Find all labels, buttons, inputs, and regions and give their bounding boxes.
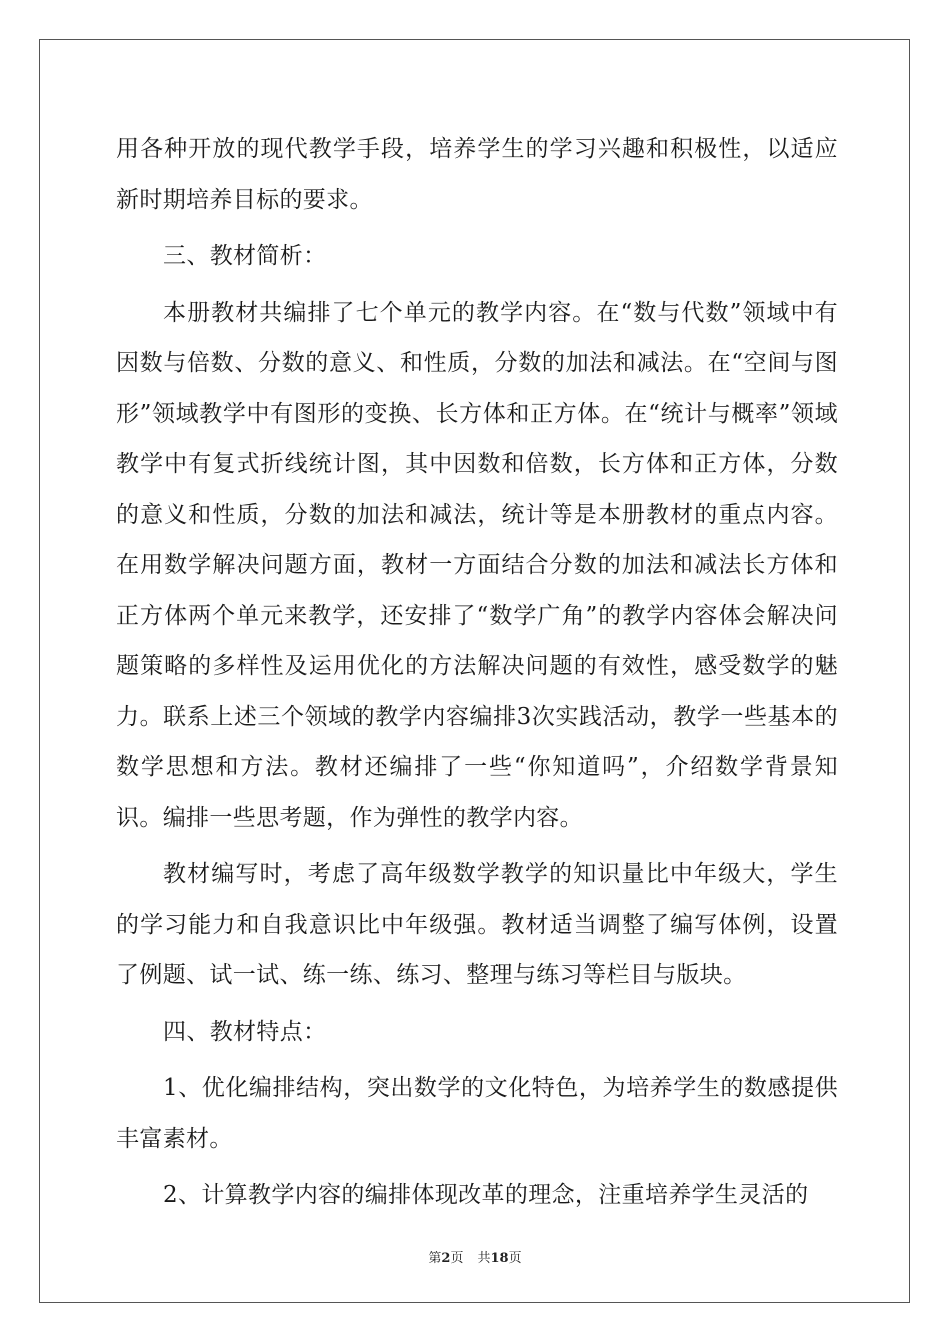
page-footer — [0, 1247, 950, 1266]
total-pages: 18 — [490, 1251, 509, 1266]
section-heading-3: 三、教材简析： — [163, 243, 327, 269]
list-item-1: 1、优化编排结构，突出数学的文化特色，为培养学生的数感提供丰富素材。 — [116, 1075, 838, 1152]
list-item-2: 2、计算教学内容的编排体现改革的理念，注重培养学生灵活的 — [163, 1182, 809, 1208]
page-prefix: 第 — [428, 1251, 442, 1266]
document-body — [116, 124, 838, 1221]
page-number: 2 — [441, 1251, 451, 1266]
page-suffix: 页 — [450, 1251, 464, 1266]
paragraph-3: 教材编写时，考虑了高年级数学教学的知识量比中年级大，学生的学习能力和自我意识比中年级强。教材适当调整了编写体例，设置了例题、试一试、练一练、练习、整理与练习等栏目与版块。 — [116, 861, 838, 988]
total-suffix: 页 — [508, 1251, 522, 1266]
section-heading-4: 四、教材特点： — [163, 1018, 327, 1045]
total-prefix: 共 — [477, 1251, 491, 1266]
paragraph-2: 本册教材共编排了七个单元的教学内容。在“数与代数”领域中有因数与倍数、分数的意义、和性质，分数的加法和减法。在“空间与图形”领域教学中有图形的变换、长方体和正方体。在“统计与概率”领域教学中有复式折线统计图，其中因数和倍数，长方体和正方体，分数的意义和性质，分数的加法和减法，统计等是本册教材的重点内容。在用数学解决问题方面，教材一方面结合分数的加法和减法长方体和正方体两个单元来教学，还安排了“数学广角”的教学内容体会解决问题策略的多样性及运用优化的方法解决问题的有效性，感受数学的魅力。联系上述三个领域的教学内容编排3次实践活动，教学一些基本的数学思想和方法。教材还编排了一些“你知道吗”，介绍数学背景知识。编排一些思考题，作为弹性的教学内容。 — [116, 299, 838, 831]
paragraph-1: 用各种开放的现代教学手段，培养学生的学习兴趣和积极性，以适应新时期培养目标的要求。 — [116, 136, 838, 213]
